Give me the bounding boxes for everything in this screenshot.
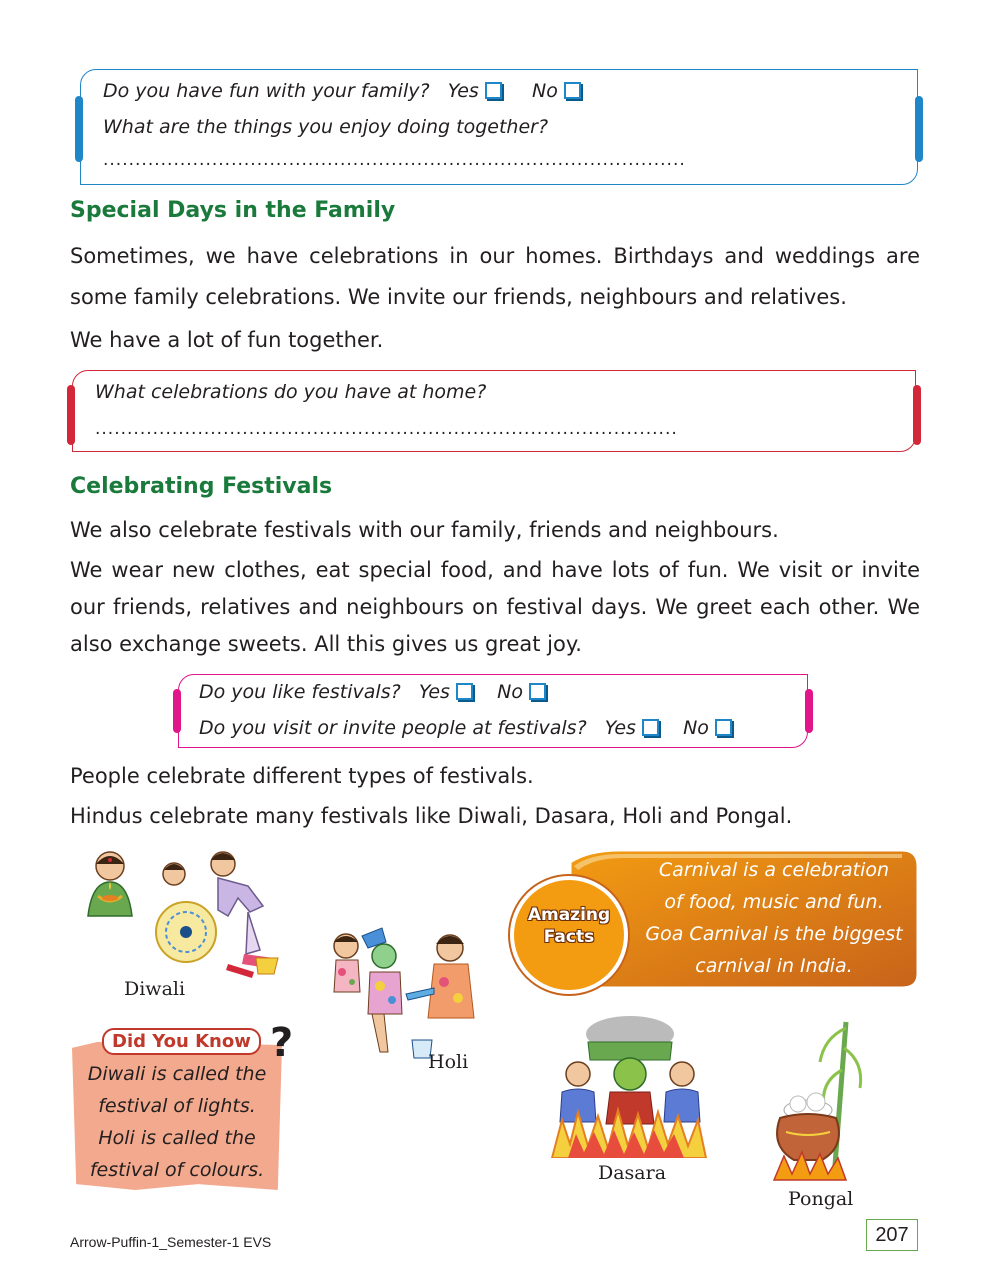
answer-line[interactable]: ...........................................................................................: [103, 150, 686, 170]
caption-dasara: Dasara: [598, 1162, 667, 1184]
question-text: What are the things you enjoy doing together?: [103, 116, 549, 138]
text-line: festival of lights.: [98, 1095, 256, 1117]
no-checkbox[interactable]: [529, 683, 546, 700]
no-checkbox[interactable]: [564, 82, 581, 99]
caption-diwali: Diwali: [124, 978, 186, 1000]
paragraph: We wear new clothes, eat special food, and have lots of fun. We visit or invite our friends, relatives and neighbours on festival days. We greet each other. We also exchange sweets. All this gives us great joy.: [70, 558, 920, 656]
no-label: No: [683, 717, 709, 739]
badge-label: Amazing Facts: [527, 905, 611, 947]
text-line: Diwali is called the: [87, 1063, 267, 1085]
text-line: Goa Carnival is the biggest: [645, 923, 903, 945]
paragraph: People celebrate different types of festivals.: [70, 764, 534, 788]
box-tab-left: [173, 689, 181, 733]
text-line: carnival in India.: [695, 955, 853, 977]
footer-book-title: Arrow-Puffin-1_Semester-1 EVS: [70, 1234, 272, 1250]
caption-holi: Holi: [428, 1051, 469, 1073]
did-you-know-card: [72, 1020, 294, 1190]
amazing-facts-banner: [510, 848, 920, 990]
holi-illustration: [322, 922, 482, 1062]
question-line: [103, 80, 581, 102]
box-tab-left: [67, 385, 75, 445]
amazing-facts-badge: [510, 876, 628, 994]
yes-label: Yes: [604, 717, 636, 739]
question-text: Do you visit or invite people at festivals?: [199, 717, 587, 739]
section-heading: Celebrating Festivals: [70, 474, 333, 499]
box-tab-left: [75, 96, 83, 162]
diwali-illustration: [78, 846, 288, 978]
question-box-celebrations: [72, 370, 916, 452]
paragraph: Sometimes, we have celebrations in our homes. Birthdays and weddings are some family celebrations. We invite our friends, neighbours and relatives.: [70, 244, 920, 309]
section-heading: Special Days in the Family: [70, 198, 396, 223]
question-text: What celebrations do you have at home?: [95, 381, 487, 403]
text-line: Holi is called the: [98, 1127, 256, 1149]
did-you-know-badge: Did You Know: [102, 1028, 261, 1055]
yes-checkbox[interactable]: [485, 82, 502, 99]
page-number: 207: [866, 1219, 918, 1251]
question-line: [199, 717, 732, 739]
dasara-illustration: [548, 1012, 710, 1158]
yes-checkbox[interactable]: [642, 719, 659, 736]
no-label: No: [532, 80, 558, 102]
yes-label: Yes: [418, 681, 450, 703]
question-line: [199, 681, 546, 703]
paragraph: We have a lot of fun together.: [70, 328, 384, 352]
text-line: Carnival is a celebration: [658, 859, 890, 881]
question-box-family-fun: [80, 69, 918, 185]
question-mark-icon: ?: [270, 1020, 294, 1066]
yes-checkbox[interactable]: [456, 683, 473, 700]
no-checkbox[interactable]: [715, 719, 732, 736]
box-tab-right: [805, 689, 813, 733]
question-text: Do you like festivals?: [199, 681, 401, 703]
text-line: of food, music and fun.: [664, 891, 884, 913]
amazing-facts-text: [628, 854, 920, 982]
paragraph: Hindus celebrate many festivals like Diwali, Dasara, Holi and Pongal.: [70, 804, 793, 828]
did-you-know-text: [72, 1058, 282, 1186]
no-label: No: [497, 681, 523, 703]
yes-label: Yes: [447, 80, 479, 102]
box-tab-right: [913, 385, 921, 445]
answer-line[interactable]: ...........................................................................................: [95, 419, 678, 439]
paragraph: We also celebrate festivals with our family, friends and neighbours.: [70, 518, 779, 542]
question-text: Do you have fun with your family?: [103, 80, 430, 102]
caption-pongal: Pongal: [788, 1188, 854, 1210]
text-line: festival of colours.: [89, 1159, 265, 1181]
box-tab-right: [915, 96, 923, 162]
pongal-illustration: [764, 1018, 874, 1184]
question-box-festivals: [178, 674, 808, 748]
